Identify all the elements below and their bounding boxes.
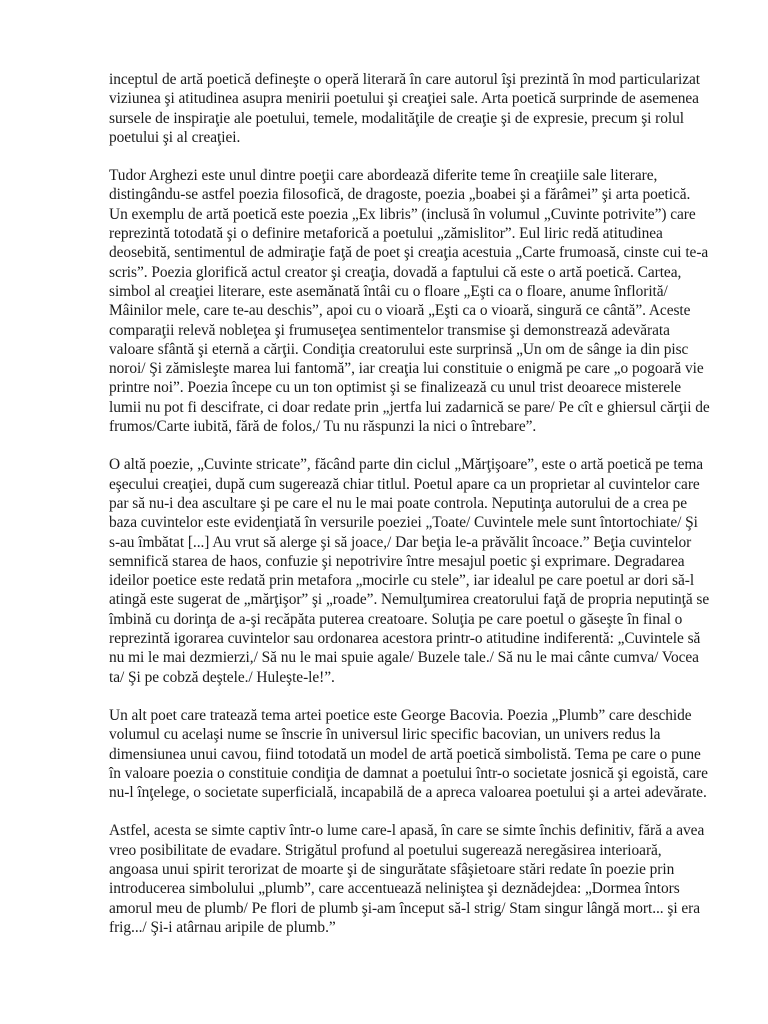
paragraph-bacovia-captiv: Astfel, acesta se simte captiv într-o lume care-l apasă, în care se simte închis definitiv, fără a avea vreo posibilitate de evadare. Strigătul profund al poetului sugerează neregăsirea interioară, angoasa unui spirit terorizat de moarte şi de singurătate sfâşietoare stări redate în poezie prin introducerea simbolului „plumb”, care accentuează neliniştea şi deznădejdea: „Dormea întors amorul meu de plumb/ Pe flori de plumb şi-am început să-l strig/ Stam singur lângă mort... şi era frig.../ Şi-i atârnau aripile de plumb.”	[109, 822, 705, 936]
paragraph-bacovia-plumb: Un alt poet care tratează tema artei poetice este George Bacovia. Poezia „Plumb” care deschide volumul cu acelaşi nume se înscrie în universul liric specific bacovian, un univers redus la dimensiunea unui cavou, fiind totodată un model de artă poetică simbolistă. Tema pe care o pune în valoare poezia o constituie condiţia de damnat a poetului într-o societate josnică şi egoistă, care nu-l înţelege, o societate superficială, incapabilă de a apreca valoarea poetului şi a artei adevărate.	[109, 706, 708, 802]
paragraph-arghezi-ex-libris: Tudor Arghezi este unul dintre poeţii care abordează diferite teme în creaţiile sale literare, distingându-se astfel poezia filosofică, de dragoste, poezia „boabei şi a fărâmei” şi arta poetică. Un exemplu de artă poetică este poezia „Ex libris” (inclusă în volumul „Cuvinte potrivite”) care reprezintă totodată şi o definire metaforică a poetului „zămislitor”. Eul liric redă atitudinea deosebită, sentimentul de admiraţie faţă de poet şi creaţia acestuia „Carte frumoasă, cinste cui te-a scris”. Poezia glorifică actul creator şi creaţia, dovadă a faptului că este o artă poetică. Cartea, simbol al creaţiei literare, este asemănată întâi cu o floare „Eşti ca o floare, anume înflorită/ Mâinilor mele, care te-au deschis”, apoi cu o vioară „Eşti ca o vioară, singură ce cântă”. Aceste comparaţii relevă nobleţea şi frumuseţea sentimentelor transmise şi demonstrează adevărata valoare sfântă şi eternă a cărţii. Condiţia creatorului este surprinsă „Un om de sânge ia din pisc noroi/ Şi zămisleşte marea lui fantomă”, iar creaţia lui constituie o enigmă pe care „o pogoară vie printre noi”. Poezia începe cu un ton optimist şi se finalizează cu unul trist deoarece misterele lumii nu pot fi descifrate, ci doar redate prin „jertfa lui zadarnică se pare/ Pe cît e ghiersul cărţii de frumos/Carte iubită, fără de folos,/ Tu nu răspunzi la nici o întrebare”.	[109, 167, 710, 436]
paragraph-art-poetica-definition: inceptul de artă poetică defineşte o operă literară în care autorul îşi prezintă în mod particularizat viziunea şi atitudinea asupra menirii poetului şi creaţiei sale. Arta poetică surprinde de asemenea sursele de inspiraţie ale poetului, temele, modalităţile de creaţie şi de expresie, precum şi rolul poetului şi al creaţiei.	[109, 71, 701, 146]
paragraph-cuvinte-stricate: O altă poezie, „Cuvinte stricate”, făcând parte din ciclul „Mărţişoare”, este o artă poetică pe tema eşecului creaţiei, după cum sugerează chiar titlul. Poetul apare ca un proprietar al cuvintelor care par să nu-i dea ascultare şi pe care el nu le mai poate controla. Neputinţa autorului de a crea pe baza cuvintelor este evidenţiată în versurile poeziei „Toate/ Cuvintele mele sunt întortochiate/ Şi s-au îmbătat [...] Au vrut să alerge şi să joace,/ Dar beţia le-a prăvălit încoace.” Beţia cuvintelor semnifică starea de haos, confuzie şi nepotrivire între mesajul poetic şi exprimare. Degradarea ideilor poetice este redată prin metafora „mocirle cu stele”, iar idealul pe care poetul ar dori să-l atingă este sugerat de „mărţişor” şi „roade”. Nemulţumirea creatorului faţă de propria neputinţă se îmbină cu dorinţa de a-şi recăpăta puterea creatoare. Soluţia pe care poetul o găseşte în final o reprezintă igorarea cuvintelor sau ordonarea acestora printr-o atitudine indiferentă: „Cuvintele să nu mi le mai dezmierzi,/ Să nu le mai spuie agale/ Buzele tale./ Să nu le mai cânte cumva/ Vocea ta/ Şi pe cobză deştele./ Huleşte-le!”.	[109, 456, 710, 686]
